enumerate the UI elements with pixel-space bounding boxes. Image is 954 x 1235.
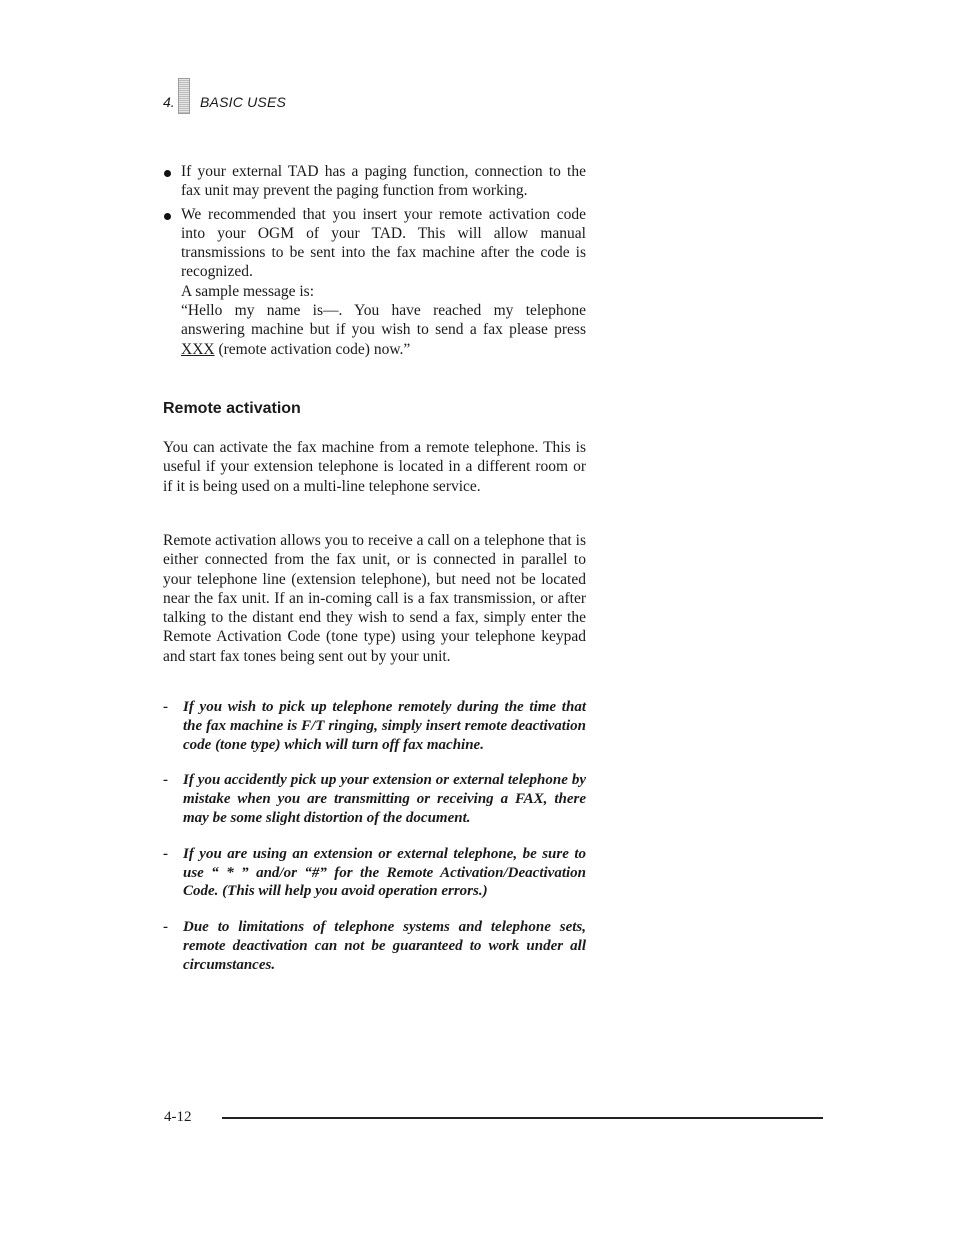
chapter-title: BASIC USES — [200, 94, 287, 110]
paragraph-intro: You can activate the fax machine from a remote telephone. This is useful if your extension telephone is located in a different room or if it is being used on a multi-line telephone service. — [163, 439, 586, 495]
note-dash: - — [163, 699, 168, 715]
notes-list — [163, 698, 586, 992]
bullet-item — [163, 205, 586, 359]
note-item — [163, 845, 586, 901]
note-text: If you are using an extension or external telephone, be sure to use “ * ” and/or “#” for the Remote Activation/Deactivation Code. (This will help you avoid operation errors.) — [183, 845, 586, 900]
note-dash: - — [163, 845, 168, 862]
sample-code: XXX — [181, 340, 215, 358]
note-text: Due to limitations of telephone systems and telephone sets, remote deactivation can not be guaranteed to work under all circumstances. — [183, 919, 586, 973]
bullet-list — [163, 162, 586, 363]
bullet-text: We recommended that you insert your remote activation code into your OGM of your TAD. This will allow manual transmissions to be sent into the fax machine after the code is recognized. — [181, 205, 586, 281]
note-dash: - — [163, 919, 168, 936]
chapter-tab-marker — [178, 78, 190, 114]
note-item — [163, 918, 586, 974]
bullet-dot-icon — [164, 213, 171, 220]
sample-message-tail: (remote activation code) now.” — [214, 340, 411, 358]
sample-message-lead: “Hello my name is—. You have reached my telephone answering machine but if you wish to send a fax please press — [181, 302, 586, 339]
note-text: If you accidently pick up your extension or external telephone by mistake when you are transmitting or receiving a FAX, there may be some slight distortion of the document. — [183, 772, 586, 826]
chapter-number: 4. — [163, 94, 175, 110]
sample-intro: A sample message is: — [181, 282, 315, 300]
paragraph-details: Remote activation allows you to receive a call on a telephone that is either connected from the fax unit, or is connected in parallel to your telephone line (extension telephone), but need not be located near the fax unit. If an in-coming call is a fax transmission, or after talking to the distant end they wish to send a fax, simply enter the Remote Activation Code (tone type) using your telephone keypad and start fax tones being sent out by your unit. — [163, 532, 586, 665]
note-text: If you wish to pick up telephone remotely during the time that the fax machine is F/T ringing, simply insert remote deactivation code (tone type) which will turn off fax machine. — [183, 699, 586, 753]
note-item — [163, 698, 586, 754]
bullet-text: If your external TAD has a paging function, connection to the fax unit may prevent the paging function from working. — [181, 163, 586, 200]
note-item — [163, 771, 586, 827]
page-number: 4-12 — [164, 1109, 192, 1125]
section-title: Remote activation — [163, 400, 301, 417]
sample-message — [181, 301, 586, 359]
bullet-item — [163, 162, 586, 201]
bullet-dot-icon — [164, 170, 171, 177]
footer-rule — [222, 1117, 823, 1119]
page-header — [163, 78, 363, 114]
note-dash: - — [163, 772, 168, 789]
